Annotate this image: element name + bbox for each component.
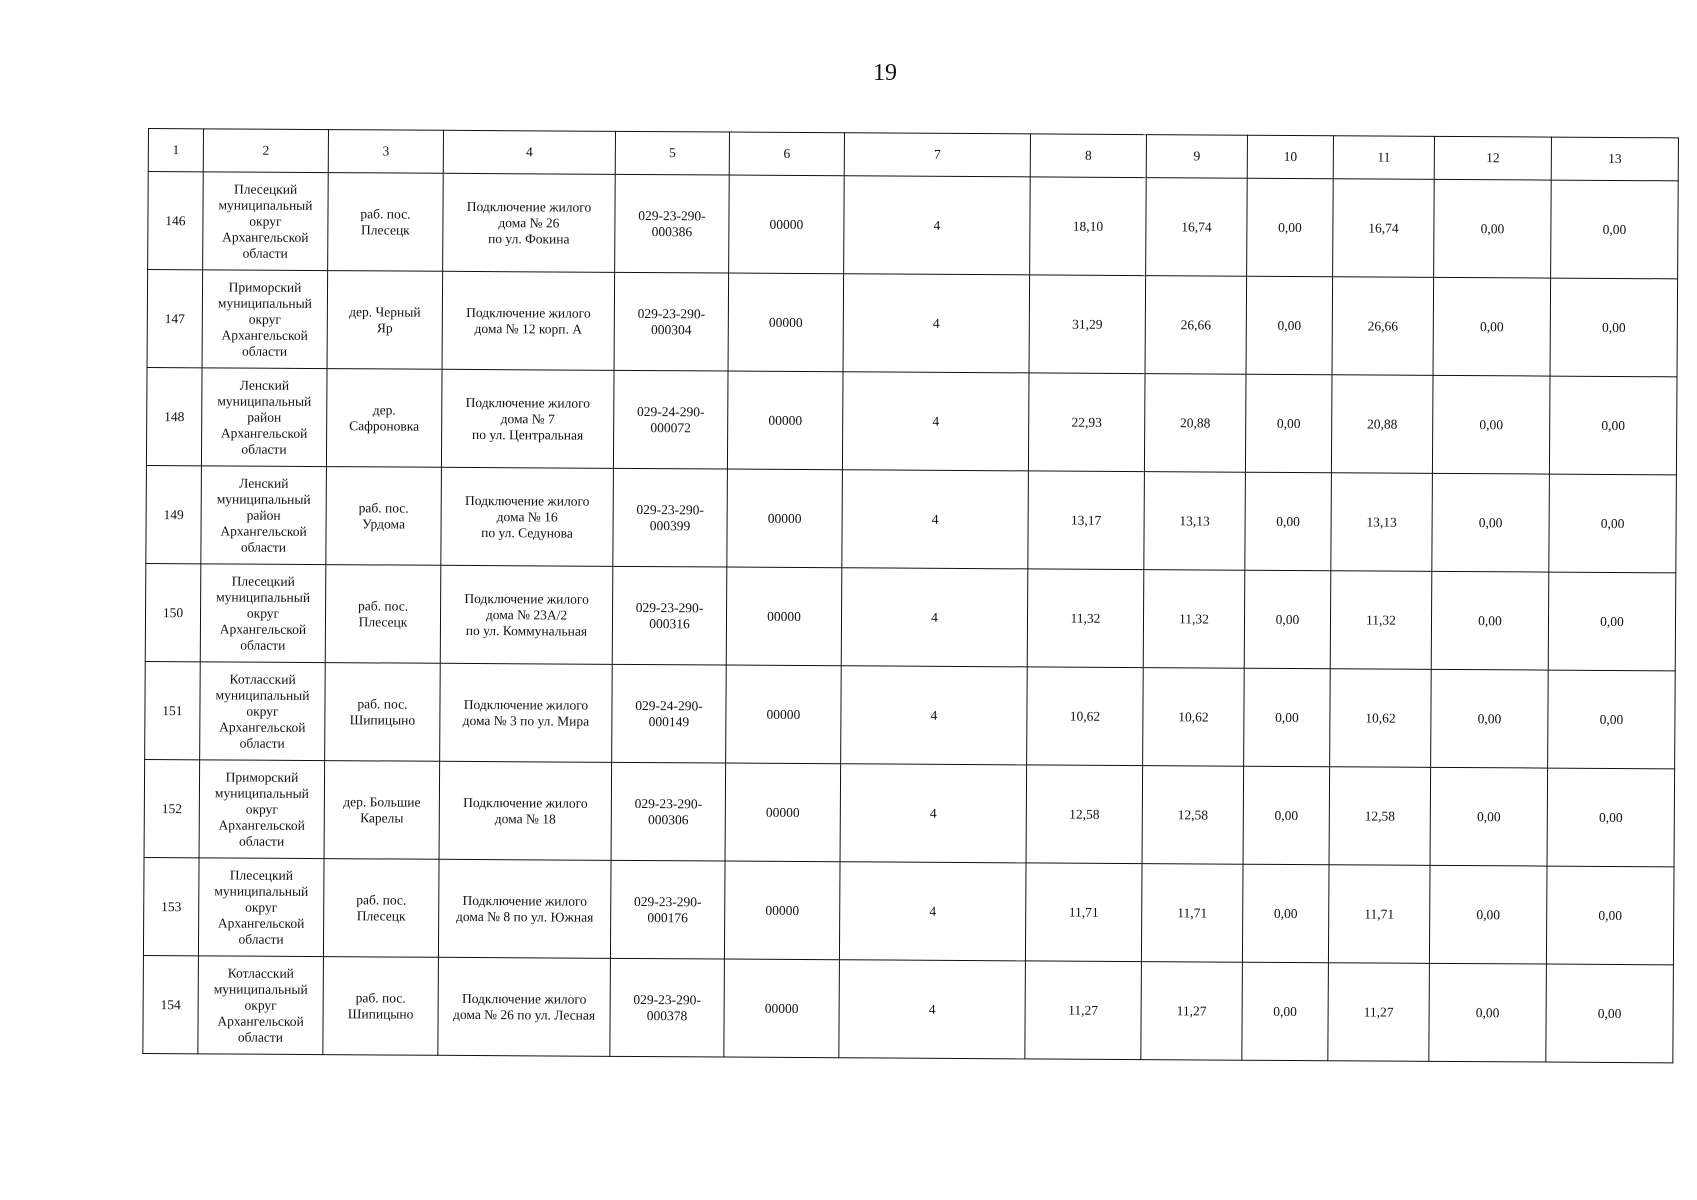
value-12-cell: 0,00 [1431, 669, 1549, 768]
value-10-cell: 0,00 [1244, 570, 1331, 669]
value-9-cell: 20,88 [1144, 374, 1246, 473]
value-11-cell: 11,32 [1330, 571, 1432, 670]
settlement-cell: раб. пос. Урдома [326, 467, 442, 566]
settlement-cell: дер. Сафроновка [326, 369, 442, 468]
row-number-cell: 153 [143, 857, 199, 955]
header-cell: 3 [328, 130, 443, 174]
cadastral-number-cell: 029-23-290- 000176 [610, 860, 725, 959]
object-description-cell: Подключение жилого дома № 3 по ул. Мира [440, 663, 613, 762]
table-row [147, 270, 1678, 377]
value-9-cell: 16,74 [1146, 178, 1248, 277]
cadastral-number-cell: 029-24-290- 000149 [612, 664, 727, 763]
municipality-cell: Котласский муниципальный округ Архангельской области [200, 662, 326, 761]
cadastral-number-cell: 029-24-290- 000072 [613, 370, 728, 469]
code-cell: 00000 [727, 469, 843, 568]
municipality-cell: Плесецкий муниципальный округ Архангельской области [200, 564, 326, 663]
code-cell: 00000 [724, 861, 840, 960]
settlement-cell: дер. Большие Карелы [324, 761, 440, 860]
value-11-cell: 11,71 [1328, 865, 1430, 964]
table-row [143, 857, 1674, 964]
value-10-cell: 0,00 [1244, 668, 1331, 767]
value-8-cell: 13,17 [1028, 471, 1145, 570]
value-11-cell: 11,27 [1328, 963, 1430, 1062]
row-number-cell: 151 [145, 661, 201, 759]
row-number-cell: 148 [146, 367, 202, 465]
value-13-cell: 0,00 [1546, 964, 1674, 1063]
value-8-cell: 18,10 [1030, 177, 1147, 276]
municipality-cell: Котласский муниципальный округ Архангельской области [198, 956, 324, 1055]
value-11-cell: 13,13 [1331, 473, 1433, 572]
cadastral-number-cell: 029-23-290- 000304 [614, 272, 729, 371]
code-cell: 00000 [729, 175, 845, 274]
code-cell: 00000 [727, 371, 843, 470]
code-cell: 00000 [724, 959, 840, 1058]
object-description-cell: Подключение жилого дома № 18 [439, 761, 612, 860]
value-8-cell: 12,58 [1026, 765, 1143, 864]
table-row [145, 661, 1676, 768]
code-cell: 00000 [726, 567, 842, 666]
header-cell: 12 [1434, 136, 1551, 180]
value-7-cell: 4 [841, 666, 1028, 765]
value-9-cell: 13,13 [1144, 472, 1246, 571]
value-7-cell: 4 [839, 960, 1026, 1059]
value-12-cell: 0,00 [1434, 179, 1552, 278]
cadastral-number-cell: 029-23-290- 000316 [612, 566, 727, 665]
table-row [143, 955, 1674, 1062]
data-table [142, 128, 1679, 1063]
row-number-cell: 152 [144, 759, 200, 857]
value-13-cell: 0,00 [1551, 180, 1679, 279]
value-8-cell: 11,27 [1025, 961, 1142, 1060]
value-11-cell: 12,58 [1329, 767, 1431, 866]
value-13-cell: 0,00 [1549, 376, 1677, 475]
value-8-cell: 11,32 [1027, 569, 1144, 668]
code-cell: 00000 [726, 665, 842, 764]
table-row [146, 465, 1677, 572]
value-9-cell: 10,62 [1143, 668, 1245, 767]
value-13-cell: 0,00 [1547, 768, 1675, 867]
header-cell: 2 [203, 129, 328, 173]
value-8-cell: 11,71 [1025, 863, 1142, 962]
value-8-cell: 22,93 [1028, 373, 1145, 472]
value-7-cell: 4 [841, 568, 1028, 667]
municipality-cell: Приморский муниципальный округ Архангельской области [199, 760, 325, 859]
header-cell: 1 [148, 129, 203, 172]
value-9-cell: 11,27 [1141, 962, 1243, 1061]
value-13-cell: 0,00 [1546, 866, 1674, 965]
header-cell: 5 [615, 131, 729, 175]
value-10-cell: 0,00 [1246, 276, 1333, 375]
header-cell: 8 [1030, 134, 1146, 178]
header-cell: 13 [1551, 137, 1678, 181]
cadastral-number-cell: 029-23-290- 000386 [615, 174, 730, 273]
settlement-cell: раб. пос. Плесецк [328, 173, 444, 272]
value-9-cell: 26,66 [1145, 276, 1247, 375]
value-11-cell: 16,74 [1333, 179, 1435, 278]
value-13-cell: 0,00 [1549, 474, 1677, 573]
value-12-cell: 0,00 [1429, 865, 1547, 964]
object-description-cell: Подключение жилого дома № 16 по ул. Седунова [441, 467, 614, 566]
header-cell: 9 [1146, 135, 1247, 179]
value-9-cell: 12,58 [1142, 766, 1244, 865]
page-number: 19 [873, 60, 897, 86]
table-container [142, 128, 1679, 1063]
row-number-cell: 154 [143, 955, 199, 1053]
value-13-cell: 0,00 [1548, 670, 1676, 769]
object-description-cell: Подключение жилого дома № 26 по ул. Лесная [438, 957, 611, 1056]
row-number-cell: 147 [147, 270, 203, 368]
header-cell: 7 [844, 133, 1030, 177]
object-description-cell: Подключение жилого дома № 23А/2 по ул. Коммунальная [440, 565, 613, 664]
municipality-cell: Плесецкий муниципальный округ Архангельской области [198, 858, 324, 957]
value-10-cell: 0,00 [1242, 962, 1329, 1061]
table-row [146, 367, 1677, 474]
value-9-cell: 11,71 [1141, 864, 1243, 963]
value-11-cell: 26,66 [1332, 277, 1434, 376]
cadastral-number-cell: 029-23-290- 000399 [613, 468, 728, 567]
object-description-cell: Подключение жилого дома № 7 по ул. Центральная [441, 369, 614, 468]
settlement-cell: раб. пос. Плесецк [325, 565, 441, 664]
value-9-cell: 11,32 [1143, 570, 1245, 669]
value-8-cell: 31,29 [1029, 275, 1146, 374]
settlement-cell: раб. пос. Шипицыно [325, 663, 441, 762]
settlement-cell: раб. пос. Шипицыно [323, 957, 439, 1056]
value-10-cell: 0,00 [1245, 472, 1332, 571]
value-12-cell: 0,00 [1431, 571, 1549, 670]
value-13-cell: 0,00 [1548, 572, 1676, 671]
code-cell: 00000 [725, 763, 841, 862]
value-7-cell: 4 [842, 372, 1029, 471]
value-10-cell: 0,00 [1245, 374, 1332, 473]
value-7-cell: 4 [843, 274, 1030, 373]
settlement-cell: дер. Черный Яр [327, 271, 443, 370]
value-12-cell: 0,00 [1432, 473, 1550, 572]
header-cell: 6 [729, 132, 844, 176]
header-cell: 4 [443, 130, 615, 174]
header-cell: 10 [1247, 135, 1333, 179]
municipality-cell: Ленский муниципальный район Архангельской области [201, 368, 327, 467]
object-description-cell: Подключение жилого дома № 26 по ул. Фокина [443, 173, 616, 272]
value-12-cell: 0,00 [1432, 375, 1550, 474]
row-number-cell: 149 [146, 465, 202, 563]
value-10-cell: 0,00 [1247, 178, 1334, 277]
value-7-cell: 4 [844, 176, 1031, 275]
municipality-cell: Ленский муниципальный район Архангельской области [201, 466, 327, 565]
table-row [144, 759, 1675, 866]
settlement-cell: раб. пос. Плесецк [323, 859, 439, 958]
object-description-cell: Подключение жилого дома № 12 корп. А [442, 271, 615, 370]
header-cell: 11 [1333, 136, 1434, 180]
cadastral-number-cell: 029-23-290- 000306 [611, 762, 726, 861]
cadastral-number-cell: 029-23-290- 000378 [610, 958, 725, 1057]
code-cell: 00000 [728, 273, 844, 372]
value-7-cell: 4 [842, 470, 1029, 569]
value-11-cell: 10,62 [1330, 669, 1432, 768]
value-13-cell: 0,00 [1550, 278, 1678, 377]
table-row [145, 563, 1676, 670]
value-12-cell: 0,00 [1433, 277, 1551, 376]
row-number-cell: 146 [148, 172, 204, 270]
value-12-cell: 0,00 [1430, 767, 1548, 866]
value-7-cell: 4 [839, 862, 1026, 961]
value-11-cell: 20,88 [1331, 375, 1433, 474]
value-10-cell: 0,00 [1242, 864, 1329, 963]
value-7-cell: 4 [840, 764, 1027, 863]
row-number-cell: 150 [145, 563, 201, 661]
municipality-cell: Плесецкий муниципальный округ Архангельской области [203, 172, 329, 271]
value-8-cell: 10,62 [1027, 667, 1144, 766]
table-row [148, 172, 1679, 279]
value-12-cell: 0,00 [1429, 963, 1547, 1062]
object-description-cell: Подключение жилого дома № 8 по ул. Южная [438, 859, 611, 958]
value-10-cell: 0,00 [1243, 766, 1330, 865]
municipality-cell: Приморский муниципальный округ Архангельской области [202, 270, 328, 369]
